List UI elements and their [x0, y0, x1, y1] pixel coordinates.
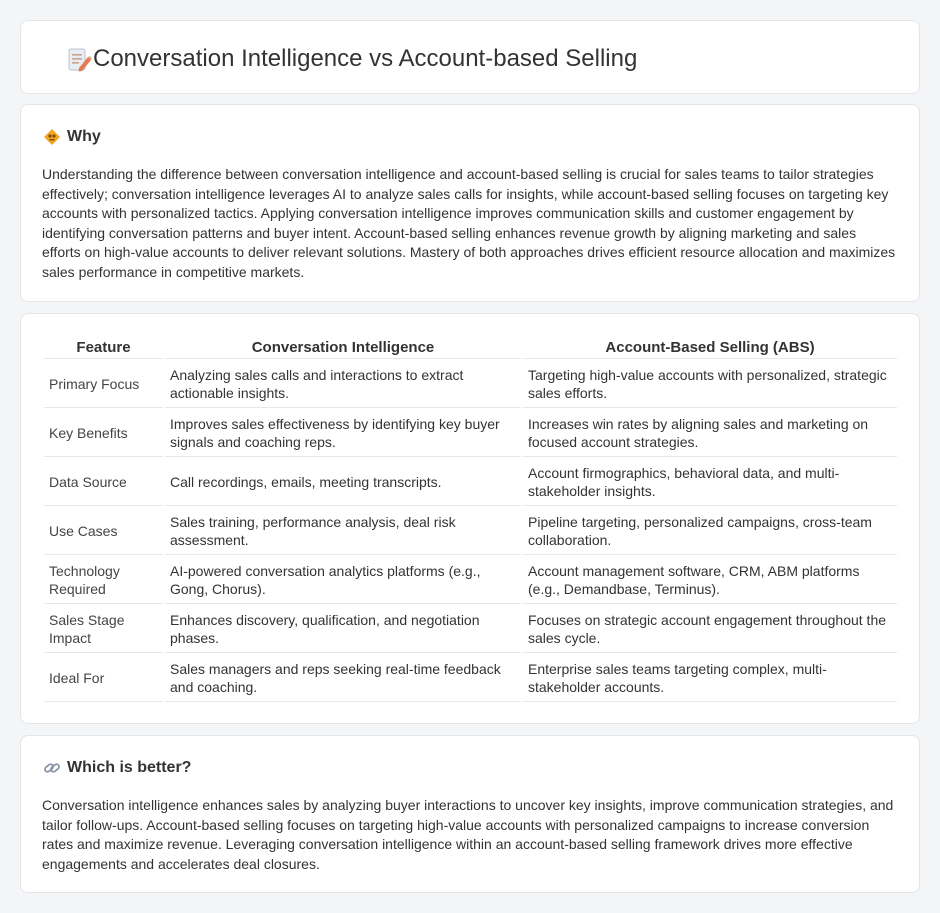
feature-cell: Technology Required: [44, 557, 163, 604]
ci-cell: Enhances discovery, qualification, and negotiation phases.: [165, 606, 521, 653]
ci-cell: Analyzing sales calls and interactions to extract actionable insights.: [165, 361, 521, 408]
abs-cell: Enterprise sales teams targeting complex, multi-stakeholder accounts.: [523, 655, 897, 702]
table-row: [44, 361, 897, 408]
feature-cell: Key Benefits: [44, 410, 163, 457]
abs-cell: Account management software, CRM, ABM platforms (e.g., Demandbase, Terminus).: [523, 557, 897, 604]
ci-cell: AI-powered conversation analytics platforms (e.g., Gong, Chorus).: [165, 557, 521, 604]
why-section: [20, 104, 920, 302]
lightbulb-icon: [43, 128, 61, 146]
ci-cell: Call recordings, emails, meeting transcripts.: [165, 459, 521, 506]
abs-cell: Targeting high-value accounts with personalized, strategic sales efforts.: [523, 361, 897, 408]
which-heading: Which is better?: [67, 759, 192, 776]
feature-cell: Primary Focus: [44, 361, 163, 408]
why-header: [43, 127, 101, 147]
abs-cell: Pipeline targeting, personalized campaigns, cross-team collaboration.: [523, 508, 897, 555]
feature-cell: Ideal For: [44, 655, 163, 702]
link-icon: [43, 759, 61, 777]
abs-cell: Focuses on strategic account engagement throughout the sales cycle.: [523, 606, 897, 653]
header-conversation-intelligence: Conversation Intelligence: [165, 338, 521, 359]
document-pencil-icon: [65, 46, 93, 74]
table-header-row: [44, 338, 897, 359]
ci-cell: Improves sales effectiveness by identifying key buyer signals and coaching reps.: [165, 410, 521, 457]
title-card: [20, 20, 920, 94]
feature-cell: Data Source: [44, 459, 163, 506]
table-row: [44, 606, 897, 653]
abs-cell: Increases win rates by aligning sales and marketing on focused account strategies.: [523, 410, 897, 457]
which-section: [20, 735, 920, 893]
why-text: Understanding the difference between conversation intelligence and account-based selling is crucial for sales teams to tailor strategies effectively; conversation intelligence leverages AI to analyze sales calls for insights, while account-based selling focuses on targeting key accounts with personalized tactics. Applying conversation intelligence improves communication skills and customer engagement by identifying conversation patterns and buyer intent. Account-based selling enhances revenue growth by aligning marketing and sales efforts on high-value accounts to deliver relevant solutions. Mastery of both approaches drives efficient resource allocation and maximizes sales performance in competitive markets.: [42, 166, 896, 280]
which-text: Conversation intelligence enhances sales by analyzing buyer interactions to uncover key insights, improve communication strategies, and tailor follow-ups. Account-based selling focuses on targeting high-value accounts with personalized campaigns to increase conversion rates and maximize revenue. Leveraging conversation intelligence within an account-based selling framework drives more effective engagements and accelerates deal closures.: [42, 797, 894, 872]
why-heading: Why: [67, 128, 101, 145]
abs-cell: Account firmographics, behavioral data, and multi-stakeholder insights.: [523, 459, 897, 506]
feature-cell: Sales Stage Impact: [44, 606, 163, 653]
table-row: [44, 655, 897, 702]
feature-cell: Use Cases: [44, 508, 163, 555]
comparison-table-card: [20, 313, 920, 724]
page-title: Conversation Intelligence vs Account-based Selling: [93, 45, 638, 72]
table-row: [44, 557, 897, 604]
ci-cell: Sales training, performance analysis, deal risk assessment.: [165, 508, 521, 555]
ci-cell: Sales managers and reps seeking real-time feedback and coaching.: [165, 655, 521, 702]
which-header: [43, 758, 191, 778]
table-row: [44, 459, 897, 506]
table-row: [44, 508, 897, 555]
header-account-based-selling: Account-Based Selling (ABS): [523, 338, 897, 359]
header-feature: Feature: [44, 338, 163, 359]
comparison-table: [42, 336, 899, 704]
table-row: [44, 410, 897, 457]
